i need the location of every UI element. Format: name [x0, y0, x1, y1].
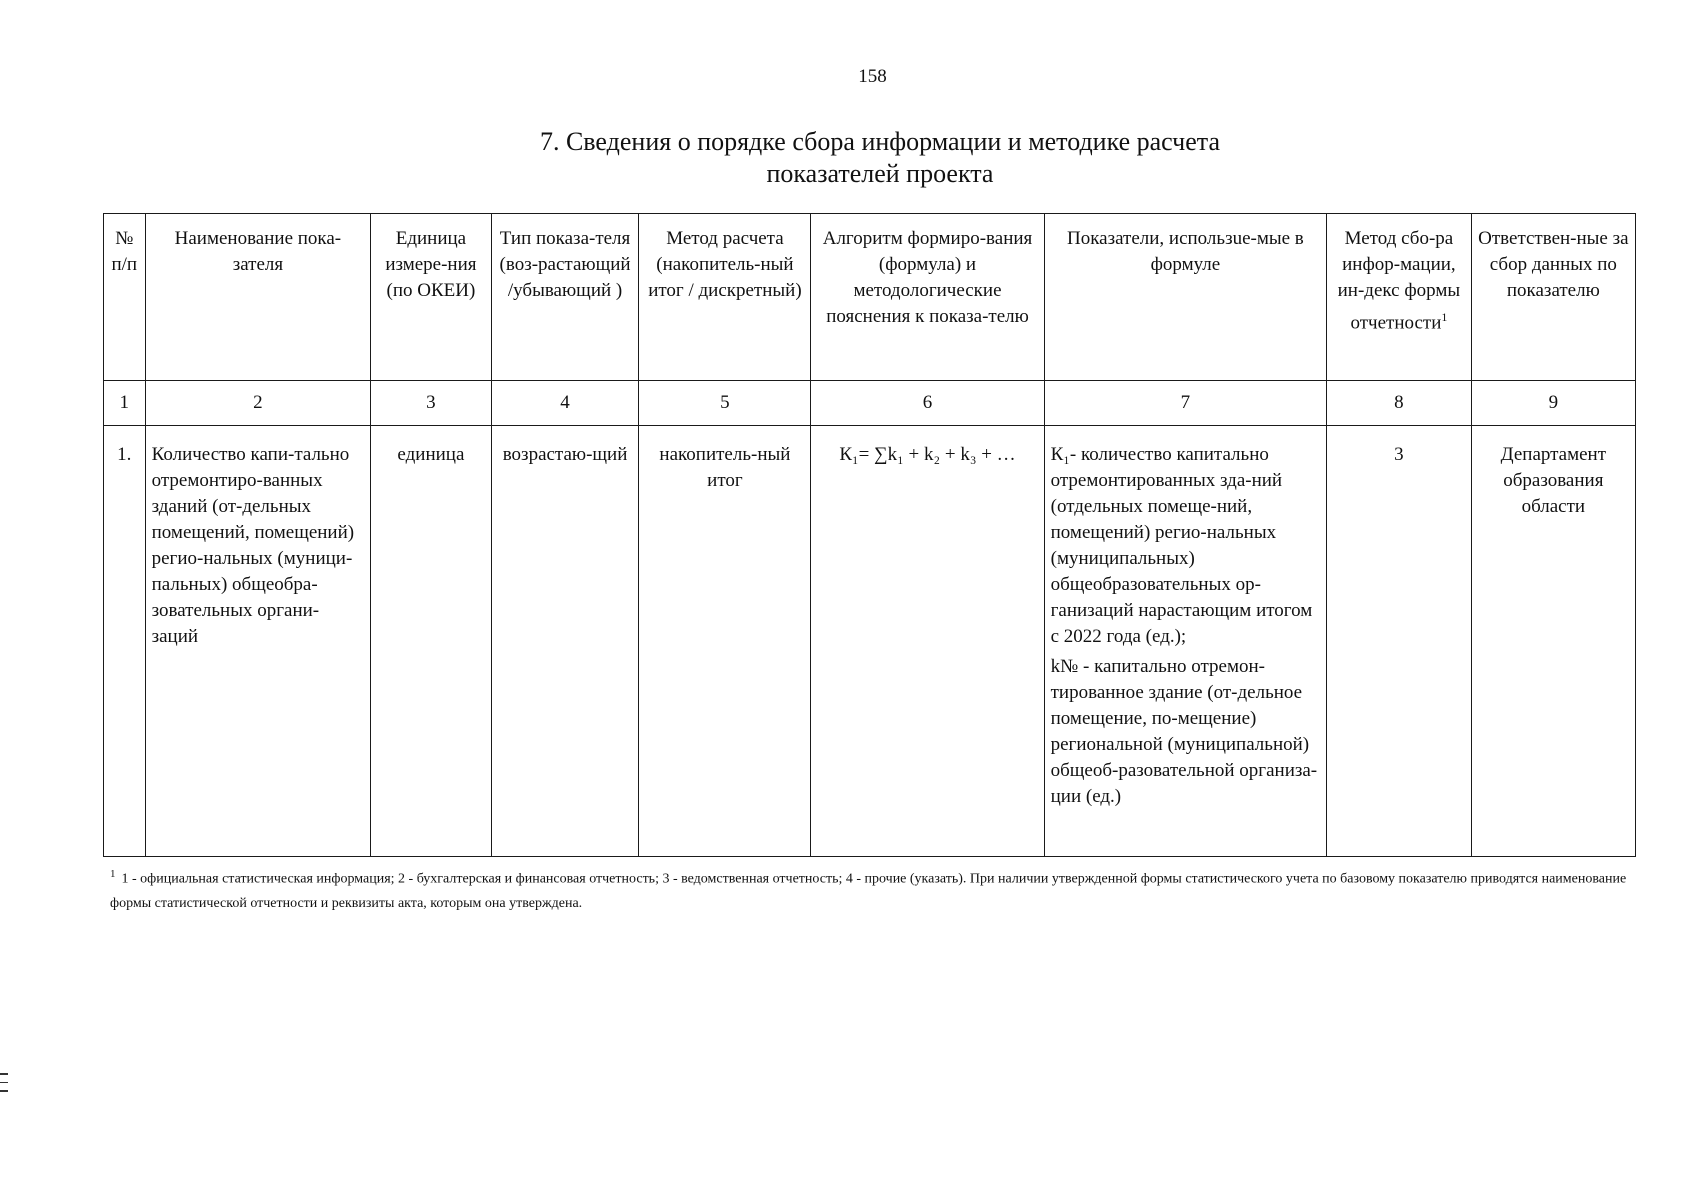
header-unit: Единица измере-ния (по ОКЕИ): [371, 214, 491, 381]
column-number: 3: [371, 381, 491, 426]
formula: К₁= ∑k₁ + k₂ + k₃ + …: [811, 426, 1044, 857]
calculation-method: накопитель-ный итог: [639, 426, 811, 857]
column-number-row: [104, 381, 1636, 426]
variable-description: К₁- количество капитально отремонтированных зда-ний (отдельных помеще-ний, помещений) регио-нальных (муниципальных) общеобразовательных ор-ганизаций нарастающим итогом с 2022 года (ед.);: [1050, 444, 1313, 647]
header-formula-indicators: Показатели, использue-мые в формуле: [1044, 214, 1327, 381]
scan-edge-mark: [0, 1082, 8, 1084]
document-title-line-2: показателей проекта: [766, 159, 994, 188]
row-number: 1.: [104, 426, 146, 857]
header-collection-method-label: Метод сбо-ра инфор-мации, ин-декс формы отчетности: [1337, 228, 1461, 334]
scan-edge-mark: [0, 1073, 8, 1075]
column-number: 5: [639, 381, 811, 426]
header-indicator-type: Тип показа-теля (воз-растающий /убывающий ): [491, 214, 639, 381]
column-number: 7: [1044, 381, 1327, 426]
header-calc-method: Метод расчета (накопитель-ный итог / дискретный): [639, 214, 811, 381]
unit-of-measure: единица: [371, 426, 491, 857]
responsible-party: Департамент образования области: [1471, 426, 1635, 857]
page-number: 158: [858, 66, 887, 87]
indicator-type: возрастаю-щий: [491, 426, 639, 857]
column-number: 1: [104, 381, 146, 426]
indicator-name: Количество капи-тально отремонтиро-ванных зданий (от-дельных помещений, помещений) регио-нальных (муници-пальных) общеобра-зовательных органи-заций: [145, 426, 371, 857]
header-indicator-name: Наименование пока-зателя: [145, 214, 371, 381]
table-row: [104, 426, 1636, 857]
header-responsible: Ответствен-ные за сбор данных по показателю: [1471, 214, 1635, 381]
indicators-table: [103, 213, 1636, 857]
scan-edge-mark: [0, 1090, 8, 1092]
collection-method: 3: [1327, 426, 1472, 857]
table-header-row: [104, 214, 1636, 381]
scan-edge-marks: [0, 1073, 8, 1099]
column-number: 6: [811, 381, 1044, 426]
footnote-text: 1 - официальная статистическая информация; 2 - бухгалтерская и финансовая отчетность; 3 - ведомственная отчетность; 4 - прочие (указать). При наличии утвержденной формы статистического учета по базовому показателю приводятся наименование формы статистической отчетности и реквизиты акта, которым она утверждена.: [110, 871, 1627, 911]
formula-variables: [1044, 426, 1327, 857]
column-number: 4: [491, 381, 639, 426]
variable-description: k№ - капитально отремон-тированное здание (от-дельное помещение, по-мещение) региональной (муниципальной) общеоб-разовательной организа-ции (ед.): [1050, 656, 1318, 807]
column-number: 9: [1471, 381, 1635, 426]
document-title-line-1: 7. Сведения о порядке сбора информации и методике расчета: [539, 127, 1221, 156]
footnote: [110, 862, 1660, 916]
header-footnote-mark: 1: [1441, 310, 1448, 324]
header-number: № п/п: [104, 214, 146, 381]
header-algorithm: Алгоритм формиро-вания (формула) и методологические пояснения к показа-телю: [811, 214, 1044, 381]
column-number: 2: [145, 381, 371, 426]
document-title: [360, 126, 1400, 190]
footnote-mark: 1: [110, 868, 116, 880]
column-number: 8: [1327, 381, 1472, 426]
header-collection-method: [1327, 214, 1472, 381]
